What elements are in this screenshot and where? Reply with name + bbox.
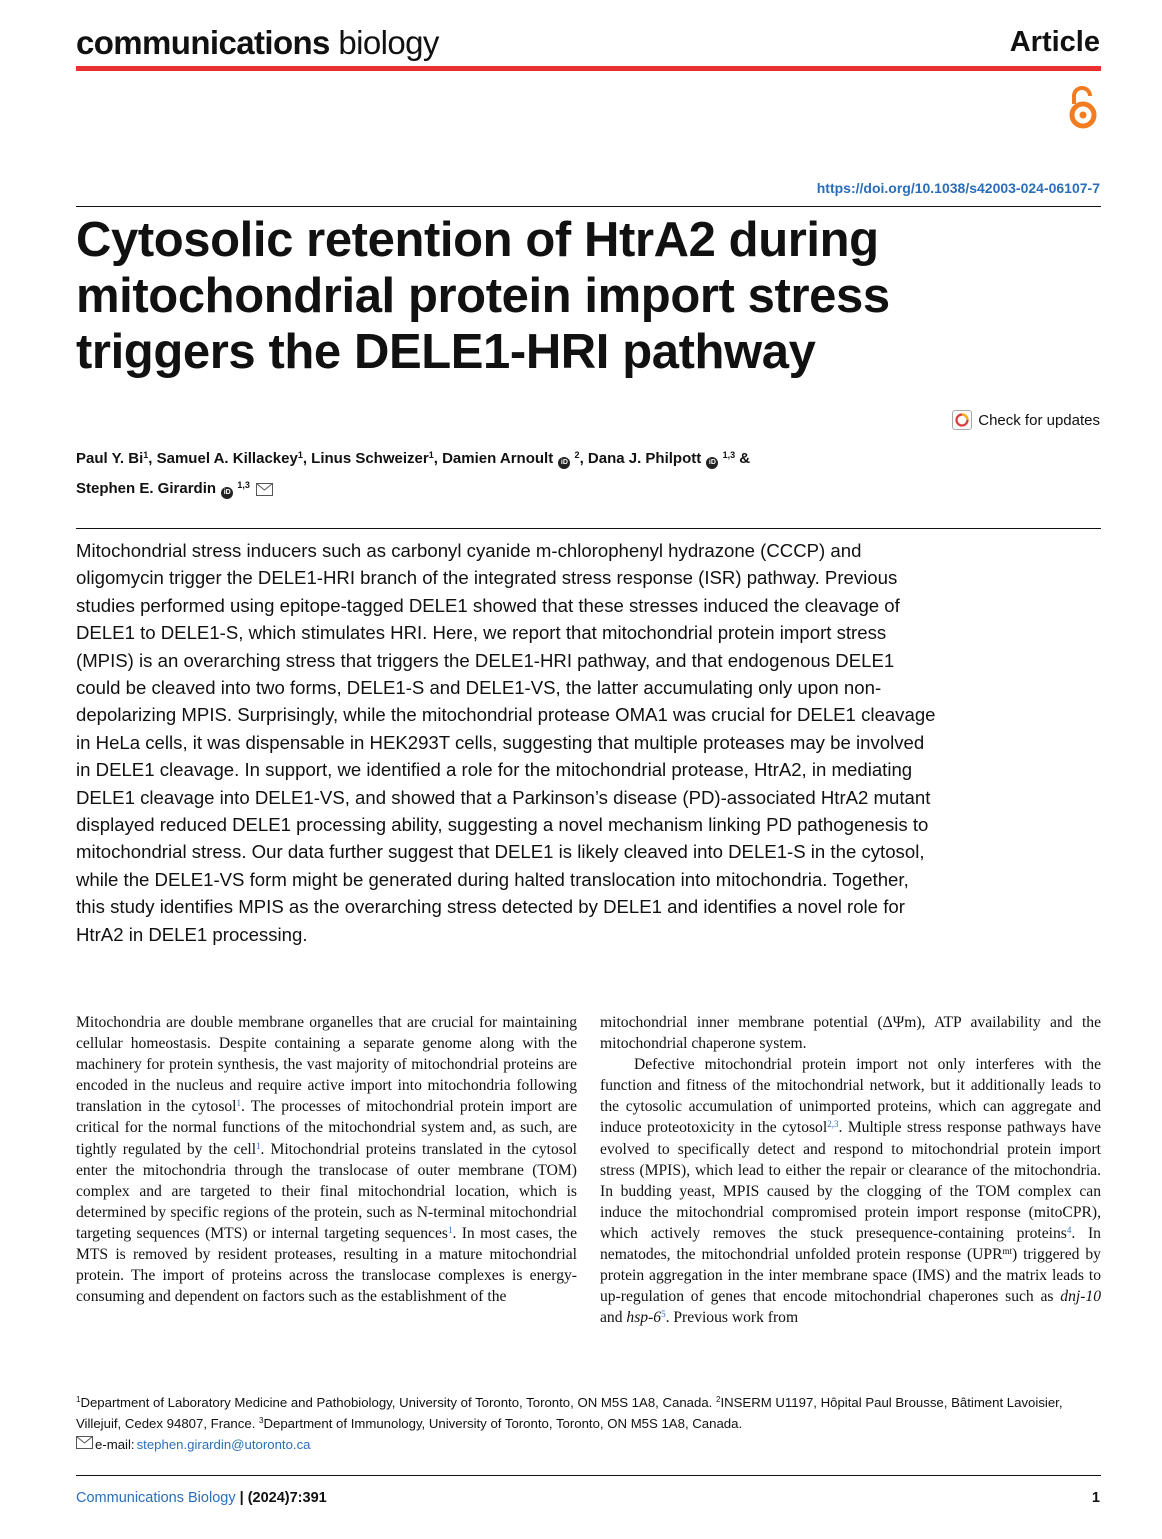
body-column-right	[600, 1012, 1101, 1328]
open-access-icon	[1066, 84, 1100, 130]
reference-link[interactable]: 1	[447, 1224, 453, 1235]
author[interactable]: Samuel A. Killackey$^1$	[156, 450, 303, 467]
abstract-rule	[76, 528, 1101, 529]
email-icon	[76, 1434, 93, 1455]
corresponding-email: e-mail: stephen.girardin@utoronto.ca	[76, 1434, 311, 1455]
author[interactable]: Paul Y. Bi$^1$	[76, 450, 149, 467]
author[interactable]: Dana J. Philpott iD $^{1,3}$	[587, 450, 736, 467]
check-updates-button[interactable]	[952, 410, 1100, 430]
orcid-icon[interactable]: iD	[221, 487, 233, 499]
reference-link[interactable]: 2,3	[827, 1119, 839, 1130]
body-paragraph: Mitochondria are double membrane organelles that are crucial for maintaining cellular homeostasis. Despite containing a separate genome along with the machinery for protein synthesis, the vast majority of mitochondrial proteins are encoded in the nucleus and require active import into mitochondria following translation in the cytosol$^1$. The processes of mitochondrial protein import are critical for the normal functions of the mitochondrial system and, as such, are tightly regulated by the cell$^1$. Mitochondrial proteins translated in the cytosol enter the mitochondria through the translocase of outer membrane (TOM) complex and are targeted to their final mitochondrial location, which is determined by specific regions of the protein, such as N-terminal mitochondrial targeting sequences (MTS) or internal targeting sequences$^1$. In most cases, the MTS is removed by resident proteases, resulting in a mature mitochondrial protein. The import of proteins across the translocase complexes is energy-consuming and dependent on factors such as the establishment of the	[76, 1014, 577, 1306]
page-number: 1	[1091, 1490, 1100, 1506]
header-rule	[76, 66, 1101, 71]
title-rule	[76, 206, 1101, 207]
reference-link[interactable]: 4	[1066, 1224, 1072, 1235]
orcid-icon[interactable]: iD	[558, 457, 570, 469]
body-paragraph: Defective mitochondrial protein import not only interferes with the function and fitness of the mitochondrial network, but it additionally leads to the cytosolic accumulation of unimported proteins, which can aggregate and induce proteotoxicity in the cytosol$^{2,3}$. Multiple stress response pathways have evolved to specifically detect and respond to mitochondrial protein import stress (MPIS), which lead to either the repair or clearance of the mitochondria. In budding yeast, MPIS caused by the clogging of the TOM complex can induce the mitochondrial compromised protein import response (mitoCPR), which actively removes the stuck presequence-containing proteins$^4$. In nematodes, the mitochondrial unfolded protein response $(UPR^{mt})$ triggered by protein aggregation in the inter membrane space (IMS) and the matrix leads to up-regulation of genes that encode mitochondrial chaperones such as dnj-10 and hsp-$6^5$. Previous work from	[600, 1056, 1101, 1327]
journal-name[interactable]	[76, 24, 439, 62]
doi-link[interactable]: https://doi.org/10.1038/s42003-024-06107-7	[816, 180, 1100, 196]
reference-link[interactable]: 1	[256, 1140, 261, 1151]
body-column-left	[76, 1012, 577, 1307]
check-updates-label: Check for updates	[978, 411, 1100, 429]
footer-citation: Communications Biology | (2024)7:391	[76, 1490, 327, 1506]
article-title: Cytosolic retention of HtrA2 during mitochondrial protein import stress triggers the DELE1-HRI pathway	[76, 213, 890, 379]
author[interactable]: Linus Schweizer$^1$	[311, 450, 434, 467]
email-link[interactable]: stephen.girardin@utoronto.ca	[136, 1437, 311, 1452]
author[interactable]: Damien Arnoult iD $^2$	[442, 450, 580, 467]
journal-name-bold: communications	[76, 24, 330, 61]
body-paragraph: mitochondrial inner membrane potential (ΔΨm), ATP availability and the mitochondrial chaperone system.	[600, 1014, 1101, 1053]
reference-link[interactable]: 5	[661, 1309, 666, 1320]
author-list: Paul Y. Bi$^1$, Samuel A. Killackey$^1$, Linus Schweizer$^1$, Damien Arnoult iD $^2$, Dana J. Philpott iD $^{1,3}$ & Stephen E. Girardin iD $^{1,3}$	[76, 442, 976, 505]
journal-name-light: biology	[338, 24, 439, 61]
email-icon[interactable]	[256, 479, 273, 505]
footer-rule	[76, 1475, 1101, 1476]
check-updates-icon	[952, 410, 972, 430]
reference-link[interactable]: 1	[236, 1098, 242, 1109]
author[interactable]: Stephen E. Girardin iD $^{1,3}$	[76, 480, 250, 497]
article-type-label: Article	[1009, 26, 1100, 58]
orcid-icon[interactable]: iD	[706, 457, 718, 469]
affiliations: $^1$Department of Laboratory Medicine and Pathobiology, University of Toronto, Toronto, ON M5S 1A8, Canada. $^2$INSERM U1197, Hôpital Paul Brousse, Bâtiment Lavoisier, Villejuif, Cedex 94807, France. $^3$Department of Immunology, University of Toronto, Toronto, ON M5S 1A8, Canada.	[76, 1395, 1063, 1431]
footer-journal-link[interactable]: Communications Biology	[76, 1490, 236, 1506]
abstract: Mitochondrial stress inducers such as carbonyl cyanide m-chlorophenyl hydrazone (CCCP) and oligomycin trigger the DELE1-HRI branch of the integrated stress response (ISR) pathway. Previous studies performed using epitope-tagged DELE1 showed that these stresses induced the cleavage of DELE1 to DELE1-S, which stimulates HRI. Here, we report that mitochondrial protein import stress (MPIS) is an overarching stress that triggers the DELE1-HRI pathway, and that endogenous DELE1 could be cleaved into two forms, DELE1-S and DELE1-VS, the latter accumulating only upon non-depolarizing MPIS. Surprisingly, while the mitochondrial protease OMA1 was crucial for DELE1 cleavage in HeLa cells, it was dispensable in HEK293T cells, suggesting that multiple proteases may be involved in DELE1 cleavage. In support, we identified a role for the mitochondrial protease, HtrA2, in mediating DELE1 cleavage into DELE1-VS, and showed that a Parkinson’s disease (PD)-associated HtrA2 mutant displayed reduced DELE1 processing ability, suggesting a novel mechanism linking PD pathogenesis to mitochondrial stress. Our data further suggest that DELE1 is likely cleaved into DELE1-S in the cytosol, while the DELE1-VS form might be generated during halted translocation into mitochondria. Together, this study identifies MPIS as the overarching stress detected by DELE1 and identifies a novel role for HtrA2 in DELE1 processing.	[76, 540, 936, 945]
